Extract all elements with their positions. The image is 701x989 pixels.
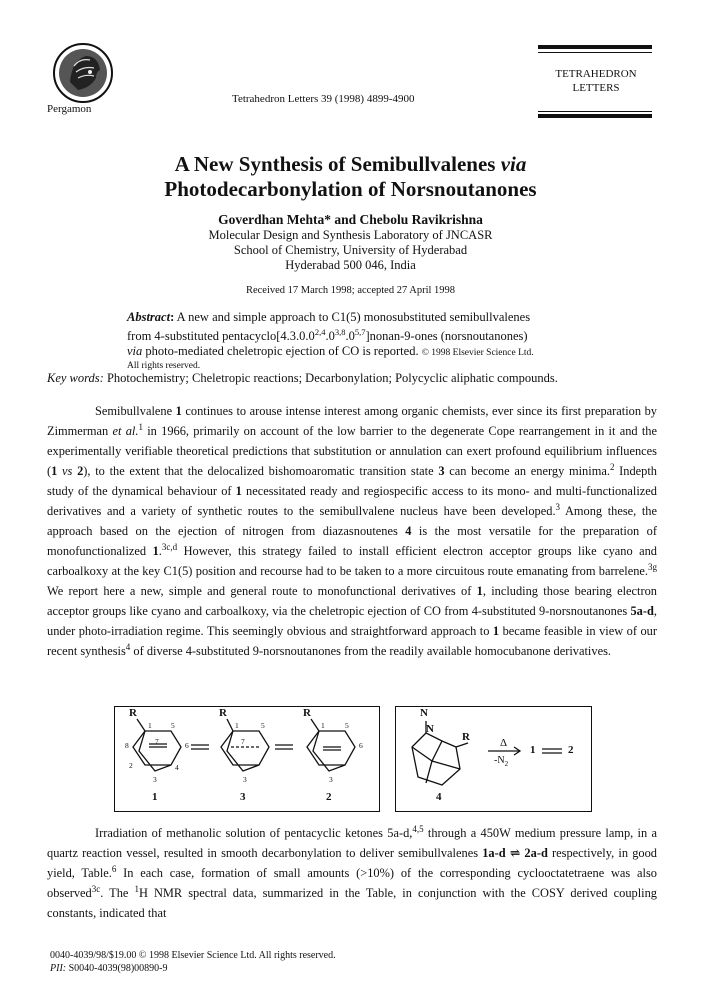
substituent-label: R xyxy=(303,707,311,719)
body-text xyxy=(47,401,657,661)
compound-ref: 1 xyxy=(175,404,182,418)
authors: Goverdhan Mehta* and Chebolu Ravikrishna xyxy=(218,212,483,227)
text-run: Irradiation of methanolic solution of pentacyclic ketones 5a-d, xyxy=(95,826,413,840)
atom-number: 1 xyxy=(321,721,325,730)
text-run: . xyxy=(158,544,162,558)
compound-ref: 5a-d xyxy=(630,604,654,618)
citation-ref: 6 xyxy=(111,863,117,874)
atom-number: 1 xyxy=(235,721,239,730)
keywords-label: Key words xyxy=(47,371,100,385)
abstract-text: ]nonan-9-ones (norsnoutanones) xyxy=(365,329,528,344)
citation-ref: 2 xyxy=(609,461,615,472)
header-rule-bottom xyxy=(538,114,652,118)
compound-ref: 2a-d xyxy=(524,846,548,860)
structure-label: 3 xyxy=(240,791,246,803)
substituent-label: R xyxy=(462,731,470,743)
text-run: Semibullvalene xyxy=(95,404,176,418)
title-line2: Photodecarbonylation of Norsnoutanones xyxy=(164,177,537,201)
compound-ref: 1 xyxy=(235,484,242,498)
scheme-semibullvalene-equilibrium xyxy=(114,706,380,812)
header-rule-top-thin xyxy=(538,52,652,53)
structure-label: 4 xyxy=(436,791,442,803)
footer-copyright: 0040-4039/98/$19.00 © 1998 Elsevier Science Ltd. All rights reserved. xyxy=(50,950,336,961)
article-title xyxy=(60,152,641,202)
atom-number: 5 xyxy=(171,721,175,730)
compound-ref: 1 xyxy=(152,544,159,558)
affiliation-line: Hyderabad 500 046, India xyxy=(285,258,416,272)
text-run: of diverse 4-substituted 9-norsnoutanones from the readily available homocubanone derivatives. xyxy=(130,644,611,658)
citation-ref: 4,5 xyxy=(412,823,424,834)
keywords-text: Photochemistry; Cheletropic reactions; Decarbonylation; Polycyclic aliphatic compounds. xyxy=(106,371,558,385)
text-run: , under photo-irradiation regime. This seemingly obvious and straightforward approach to xyxy=(47,604,657,638)
substituent-label: R xyxy=(129,707,137,719)
header-rule-top xyxy=(538,45,652,49)
text-run: through a 450W medium pressure lamp, in a quartz reaction vessel, resulted in smooth decarbonylation to deliver semibullvalenes xyxy=(47,826,657,860)
heat-symbol: Δ xyxy=(500,737,508,749)
abstract-text: .0 xyxy=(345,329,355,344)
pii-label: PII: xyxy=(50,962,67,974)
header-rule-bottom-thin xyxy=(538,111,652,112)
text-run: We report here a new, simple and general route to monofunctional derivatives of xyxy=(47,584,477,598)
abstract-line1: A new and simple approach to C1(5) monosubstituted semibullvalenes xyxy=(176,310,531,324)
journal-name-line1: TETRAHEDRON xyxy=(555,68,637,80)
atom-label: N xyxy=(426,723,434,735)
text-run: necessitated ready and regiospecific access to its mono- and multi-functionalized derivatives and a variety of synthetic routes to the semibullvalene nucleus have been developed. xyxy=(47,484,657,518)
atom-number: 5 xyxy=(345,721,349,730)
atom-number: 3 xyxy=(153,775,157,784)
atom-number: 1 xyxy=(148,721,152,730)
citation-ref: 1 xyxy=(134,883,139,894)
text-run: respectively, in good yield, Table. xyxy=(47,846,657,880)
text-run: , including those bearing electron acceptor groups like cyano and carboalkoxy, via the cheletropic ejection of CO from 4-substituted 9-norsnoutanones xyxy=(47,584,657,618)
text-run: Indepth study of the dynamical behaviour of xyxy=(47,464,657,498)
affiliation xyxy=(60,228,641,273)
citation-ref: 3 xyxy=(555,501,561,512)
keywords: Key words: Photochemistry; Cheletropic reactions; Decarbonylation; Polycyclic aliphatic compounds. xyxy=(47,371,558,385)
structure-label: 2 xyxy=(568,744,574,756)
atom-number: 7 xyxy=(241,737,245,746)
atom-number: 8 xyxy=(125,741,129,750)
compound-ref: 2 xyxy=(77,464,84,478)
text-run: became feasible in view of our recent synthesis xyxy=(47,624,657,658)
atom-number: 6 xyxy=(359,741,363,750)
substituent-label: R xyxy=(219,707,227,719)
abstract-superscript: 5,7 xyxy=(354,327,366,337)
text-run: is the most versatile for the preparation of monofunctionalized xyxy=(47,524,657,558)
journal-name-line2: LETTERS xyxy=(572,82,620,94)
footer xyxy=(50,950,336,975)
abstract-text: .0 xyxy=(325,329,335,344)
compound-ref: 1 xyxy=(51,464,58,478)
structure-label: 2 xyxy=(326,791,332,803)
affiliation-line: School of Chemistry, University of Hyderabad xyxy=(233,243,468,257)
journal-citation: Tetrahedron Letters 39 (1998) 4899-4900 xyxy=(232,93,415,105)
abstract-rights: All rights reserved. xyxy=(127,361,201,372)
citation-ref: 3c xyxy=(91,883,101,894)
text-run: . The xyxy=(100,886,135,900)
atom-number: 3 xyxy=(243,775,247,784)
compound-ref: 1 xyxy=(476,584,483,598)
abstract-text: photo-mediated cheletropic ejection of CO is reported. xyxy=(145,344,419,359)
affiliation-line: Molecular Design and Synthesis Laboratory of JNCASR xyxy=(208,228,493,242)
compound-ref: 1 xyxy=(492,624,500,638)
abstract: Abstract: A new and simple approach to C1(5) monosubstituted semibullvalenes from 4-substituted pentacyclo[4.3.0.0$^{2,4}$.0$^{3,8}$.0$^{5,7}$]nonan-9-ones (norsnoutanones) via photo-mediated cheletropic ejection of CO is reported. © 1998 Elsevier Science Ltd. All rights reserved. xyxy=(127,310,567,372)
atom-number: 2 xyxy=(129,761,133,770)
scheme-diazasnoutene xyxy=(395,706,592,812)
publisher-logo-emblem xyxy=(50,42,116,104)
abstract-label: Abstract xyxy=(127,310,171,324)
abstract-copyright: © 1998 Elsevier Science Ltd. xyxy=(421,348,534,359)
text-run: ), to the extent that the delocalized bishomoaromatic transition state xyxy=(83,464,439,478)
compound-ref: 4 xyxy=(405,524,412,538)
abstract-superscript: 2,4 xyxy=(314,327,326,337)
pii-value: S0040-4039(98)00890-9 xyxy=(66,962,168,974)
abstract-text: from 4-substituted pentacyclo[4.3.0.0 xyxy=(127,329,315,344)
equilibrium-sign: ⇌ xyxy=(505,846,525,860)
atom-number: 5 xyxy=(261,721,265,730)
atom-number: 6 xyxy=(185,741,189,750)
paragraph xyxy=(47,823,657,923)
text-run: However, this strategy failed to install efficient electron acceptor groups like cyano and carboalkoxy at the key C1(5) position and recourse had to be taken to a more circuitous route emanating from barrelene. xyxy=(47,544,657,578)
atom-number: 7 xyxy=(155,737,159,746)
text-run: et al. xyxy=(112,424,139,438)
text-run: In each case, formation of small amounts (>10%) of the corresponding cyclooctatetraene was also observed xyxy=(47,866,657,900)
compound-ref: 1a-d xyxy=(482,846,506,860)
loss-of-nitrogen xyxy=(494,755,508,768)
citation-ref: 1 xyxy=(138,421,143,432)
citation-ref: 3c,d xyxy=(161,541,178,552)
text-run: H NMR spectral data, summarized in the Table, in conjunction with the COSY derived coupling constants, indicated that xyxy=(47,886,657,920)
journal-name xyxy=(540,67,652,95)
subscript: 2 xyxy=(504,760,509,768)
citation-ref: 4 xyxy=(125,641,131,652)
atom-number: 3 xyxy=(329,775,333,784)
received-dates: Received 17 March 1998; accepted 27 April 1998 xyxy=(245,285,456,296)
text-run: vs xyxy=(57,464,78,478)
text-run: Among these, the approach based on the ejection of nitrogen from diazasnoutenes xyxy=(47,504,657,538)
atom-label: N xyxy=(420,707,428,719)
citation-ref: 3g xyxy=(648,561,657,572)
text-run: in 1966, primarily on account of the low barrier to the degenerate Cope rearrangement in it and the experimentally verifiable theoretical predictions that substitution or annulation can exert profound equilibrium influences ( xyxy=(47,424,657,478)
minus-n: -N xyxy=(494,755,505,766)
title-via: via xyxy=(500,152,527,176)
abstract-superscript: 3,8 xyxy=(334,327,346,337)
text-run: continues to arouse intense interest among organic chemists, ever since its first preparation by Zimmerman xyxy=(47,404,657,438)
compound-ref: 3 xyxy=(438,464,445,478)
atom-number: 4 xyxy=(175,763,179,772)
structure-label: 1 xyxy=(152,791,158,803)
paragraph xyxy=(47,401,657,661)
publisher-name: Pergamon xyxy=(47,103,92,115)
structure-label: 1 xyxy=(530,744,536,756)
text-run: can become an energy minima. xyxy=(444,464,610,478)
body-text-continued xyxy=(47,823,657,923)
abstract-via: via xyxy=(127,344,143,359)
title-line1: A New Synthesis of Semibullvalenes xyxy=(174,152,496,176)
